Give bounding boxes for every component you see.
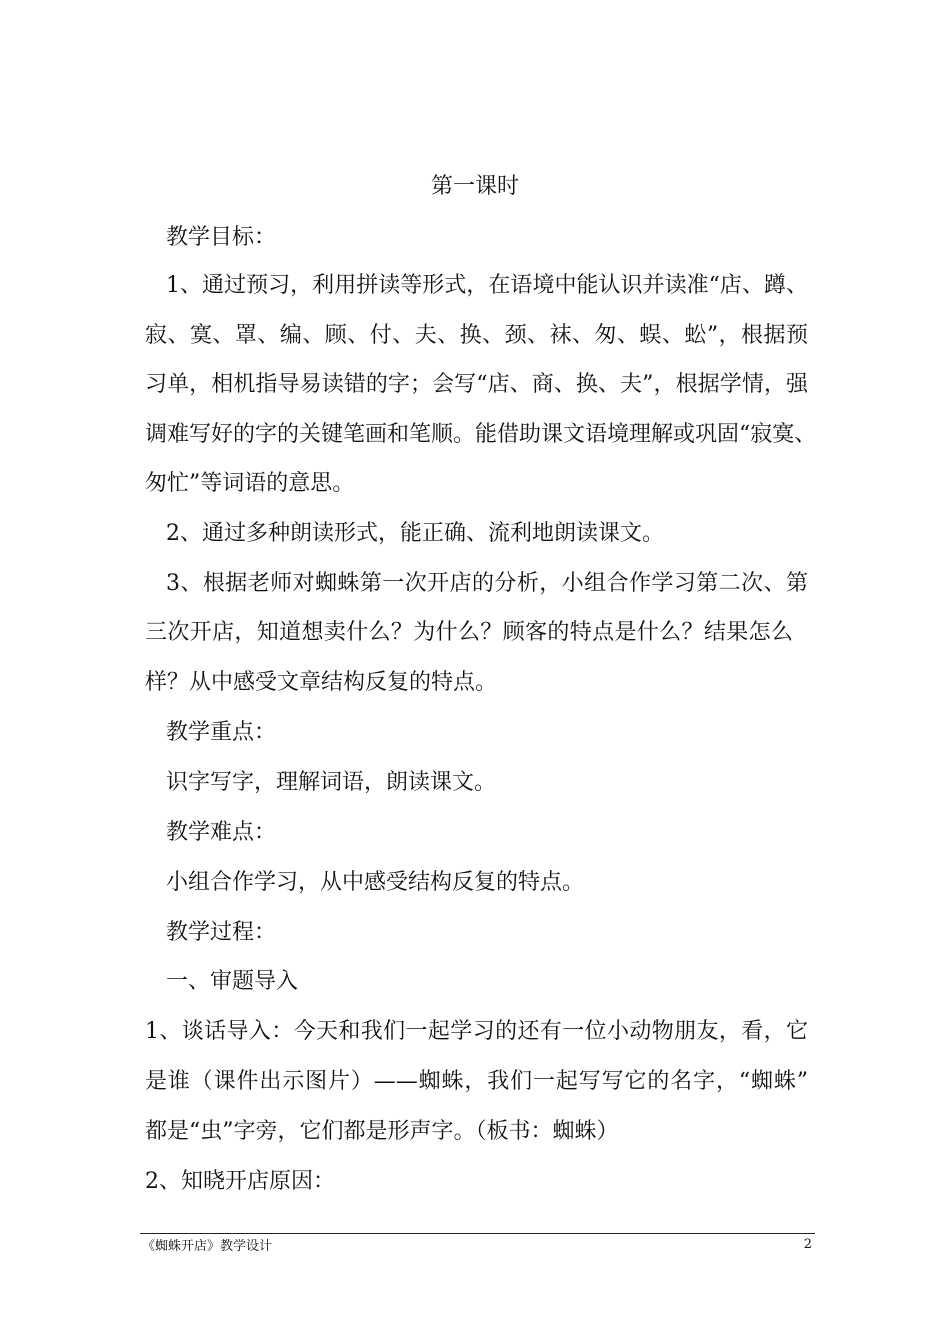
heading-key-points: 教学重点： (166, 720, 277, 745)
paragraph-line: 匆忙”等词语的意思。 (145, 471, 355, 496)
paragraph-line: 1、通过预习，利用拼读等形式，在语境中能认识并读准“店、蹲、 (166, 273, 808, 298)
section-heading: 一、审题导入 (166, 969, 299, 994)
paragraph-line: 3、根据老师对蜘蛛第一次开店的分析，小组合作学习第二次、第 (166, 571, 808, 596)
paragraph-line: 小组合作学习，从中感受结构反复的特点。 (166, 870, 585, 895)
paragraph-line: 习单，相机指导易读错的字；会写“店、商、换、夫”，根据学情，强 (145, 372, 808, 397)
heading-process: 教学过程： (166, 920, 277, 945)
paragraph-line: 寂、寞、罩、编、顾、付、夫、换、颈、袜、匆、蜈、蚣”，根据预 (145, 323, 808, 348)
heading-objectives: 教学目标： (166, 225, 277, 250)
paragraph-line: 是谁（课件出示图片）——蜘蛛，我们一起写写它的名字，“蜘蛛” (145, 1069, 808, 1094)
footer-title: 《蜘蛛开店》教学设计 (142, 1239, 273, 1254)
paragraph-line: 三次开店，知道想卖什么？为什么？顾客的特点是什么？结果怎么 (145, 620, 793, 645)
paragraph-line: 调难写好的字的关键笔画和笔顺。能借助课文语境理解或巩固“寂寞、 (145, 422, 817, 447)
paragraph-line: 2、通过多种朗读形式，能正确、流利地朗读课文。 (166, 521, 664, 546)
paragraph-line: 1、谈话导入：今天和我们一起学习的还有一位小动物朋友，看，它 (145, 1019, 808, 1044)
heading-difficulties: 教学难点： (166, 820, 277, 845)
page-number: 2 (803, 1237, 812, 1252)
paragraph-line: 2、知晓开店原因： (145, 1169, 335, 1194)
footer-divider (140, 1233, 815, 1234)
lesson-title: 第一课时 (430, 174, 519, 199)
paragraph-line: 都是“虫”字旁，它们都是形声字。（板书：蜘蛛） (145, 1119, 619, 1144)
paragraph-line: 识字写字，理解词语，朗读课文。 (166, 770, 497, 795)
paragraph-line: 样？从中感受文章结构反复的特点。 (145, 670, 498, 695)
